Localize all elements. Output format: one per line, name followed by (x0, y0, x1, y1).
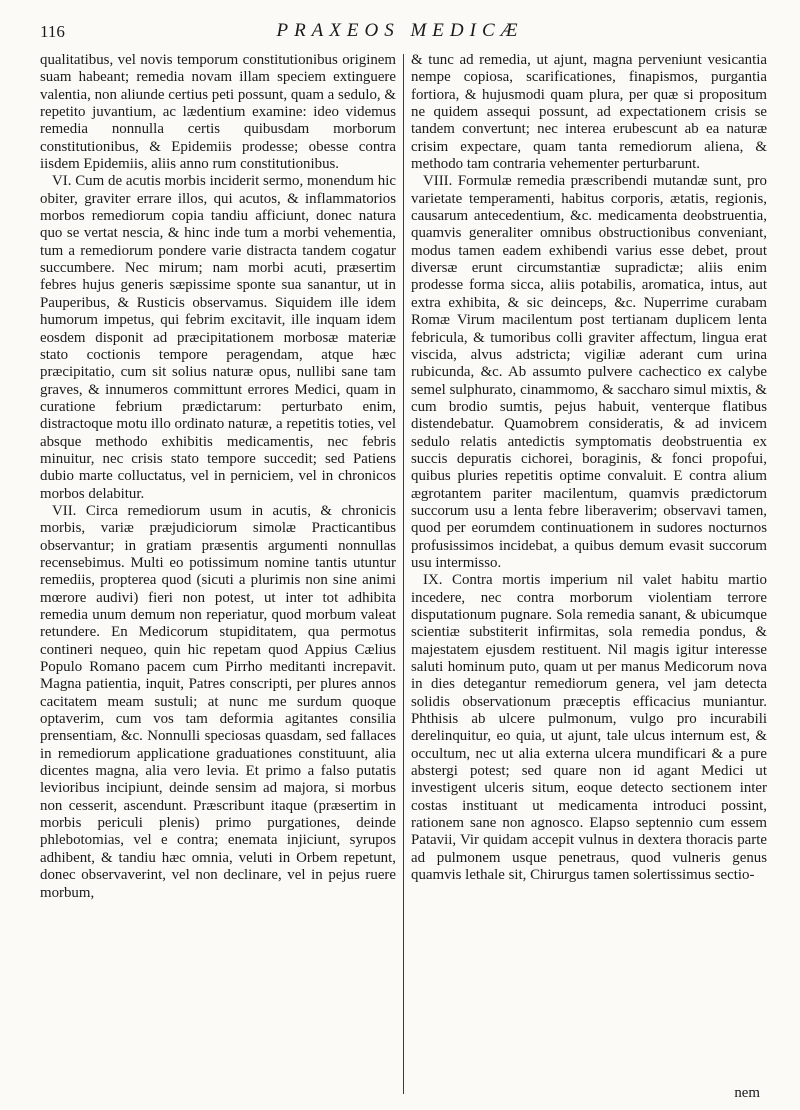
column-rule (403, 54, 404, 1094)
paragraph: VI. Cum de acutis morbis inciderit sermo, monendum hic obiter, graviter errare illos, qui acutos, & inflammatorios morbos remediorum copia tandiu afficiunt, donec natura quo se vertat nescia, & hinc inde tum a morbi vehementia, tum a remediorum pondere varie distracta tandem cogatur succumbere. Nec mirum; nam morbi acuti, præsertim febres hujus generis sæpissime sponte sua sanantur, ut in Pauperibus, & Rusticis observamus. Siquidem ille idem humorum impetus, qui febrim excitavit, ille inquam idem eosdem disponit ad præcipitationem morbosæ materiæ stato coctionis tempore peragendam, atque hæc præcipitatio, cum sit solius naturæ opus, nullibi sane tam graves, & innumeros committunt errores Medici, quam in curatione febrium prædictarum: perturbato enim, distractoque motu illo ordinato naturæ, a repetitis toties, vel absque methodo exhibitis medicamentis, nec febris minuitur, nec crisis stato tempore succedit; sed Patiens dubio marte colluctatus, vel in perniciem, vel in chronicos morbos delabitur. (40, 173, 396, 502)
paragraph: VIII. Formulæ remedia præscribendi mutandæ sunt, pro varietate temperamenti, habitus corporis, ætatis, regionis, causarum antecedentium, &c. medicamenta deobstruentia, quamvis generaliter omnibus obstructionibus conveniant, modus tamen eadem exhibendi varius esse debet, prout diversæ erunt circumstantiæ supradictæ; aliis enim prodesse forma sicca, aliis potabilis, aromatica, intus, aut extra exhibita, & sic deinceps, &c. Nuperrime curabam Romæ Virum macilentum post tertianam duplicem lenta febricula, & tumoribus colli graviter affectum, lingua erat viscida, alvus adstricta; vigiliæ aderant cum urina rubicunda, &c. Ab assumto pulvere cachectico ex calybe semel sulphurato, cinammomo, & saccharo simul mixtis, & cum brodio sumtis, pejus habuit, venterque flatibus distendebatur. Quamobrem consideratis, & ad invicem sedulo relatis antedictis symptomatis deobstruentia ex succis depuratis cichorei, boraginis, & fonci propofui, quibus pluries repetitis optime convaluit. E contra alium ægrotantem pariter macilentum, quamvis prædictorum succorum usu a lenta febre liberaverim; observavi tamen, quod per eorumdem continuationem in sudores nocturnos profusissimos incidebat, a quibus demum evasit succorum usu intermisso. (411, 173, 767, 571)
left-column (40, 52, 396, 1102)
right-column (411, 52, 767, 1102)
paragraph: IX. Contra mortis imperium nil valet habitu martio incedere, nec contra morborum violentiam terrore disputationum pugnare. Sola remedia sanant, & ubicumque scientiæ substiterit infirmitas, sola remedia pondus, & majestatem ejusdem restituent. Nil magis igitur interesse saluti hominum puto, quam ut per manus Medicorum nova in dies detegantur remediorum genera, vel jam detecta solidis observationum præceptis efficacius muniantur. Phthisis ab ulcere pulmonum, vulgo pro incurabili derelinquitur, eo quia, ut ajunt, tale ulcus internum est, & occultum, nec ut alia externa ulcera mundificari & a pure abstergi potest; sed quare non id agant Medici ut investigent ulceris situm, eoque detecto sectionem inter costas instituant ut medicamenta introduci possint, rationem sane non agnosco. Elapso septennio cum essem Patavii, Vir quidam accepit vulnus in dextera thoracis parte ad pulmonem usque penetraus, quod vulneris genus quamvis lethale sit, Chirurgus tamen solertissimus sectio- (411, 572, 767, 884)
catchword: nem (734, 1085, 760, 1101)
running-head: PRAXEOS MEDICÆ (276, 20, 524, 41)
paragraph: & tunc ad remedia, ut ajunt, magna perveniunt vesicantia nempe copiosa, scarificationes, finapismos, purgantia fortiora, & hujusmodi quam plura, per quæ si propositum ne quidem assequi possunt, ad expectationem crisis se tandem convertunt; nec interea erubescunt ab ea naturæ crisim expectare, quam tanta remediorum aliena, & methodo tam contraria vehementer perturbarunt. (411, 52, 767, 173)
text-columns (40, 52, 767, 1102)
paragraph: VII. Circa remediorum usum in acutis, & chronicis morbis, variæ præjudiciorum simolæ Practicantibus observantur; in gratiam præsentis argumenti nonnullas recensebimus. Multi eo potissimum nomine tantis utuntur remediis, propterea quod (sicuti a plurimis non sine animi mœrore audivi) fieri non potest, ut inter tot adhibita remedia unum demum non reperiatur, quod morbum valeat retundere. En Medicorum stupiditatem, qua permotus contineri nequeo, quin hic repetam quod Appius Cælius Populo Romano pacem cum Pirrho meditanti increpavit. Magna patientia, inquit, Patres conscripti, per plures annos cacitatem meam sustuli; at nunc me surdum quoque optaverim, cum vos tam deformia agitantes consilia prensentiam, &c. Nonnulli speciosas quasdam, sed fallaces in remediorum applicatione graduationes constituunt, alia dicentes magna, alia vero levia. Et primo a falso putatis levioribus incipiunt, deinde sensim ad majora, si morbus non cesserit, ascendunt. Præscribunt itaque (præsertim in morbis periculi plenis) primo purgationes, deinde phlebotomias, vel e contra; enemata injiciunt, syrupos adhibent, & tandiu hæc omnia, veluti in Orbem repetunt, donec observaverint, vel non declinare, vel in pejus ruere morbum, (40, 502, 396, 901)
page-header (40, 18, 760, 48)
paragraph: qualitatibus, vel novis temporum constitutionibus originem suam habeant; remedia novam illam speciem extinguere valentia, non aliunde certius peti possunt, quam a sedulo, & repetito juvantium, ac lædentium examine: ideo videmus remedia nonnulla certis quibusdam morborum constitutionibus, & Epidemiis prodesse; obesse contra iisdem Epidemiis, aliis anno rum constitutionibus. (40, 52, 396, 173)
page-number: 116 (40, 22, 65, 41)
